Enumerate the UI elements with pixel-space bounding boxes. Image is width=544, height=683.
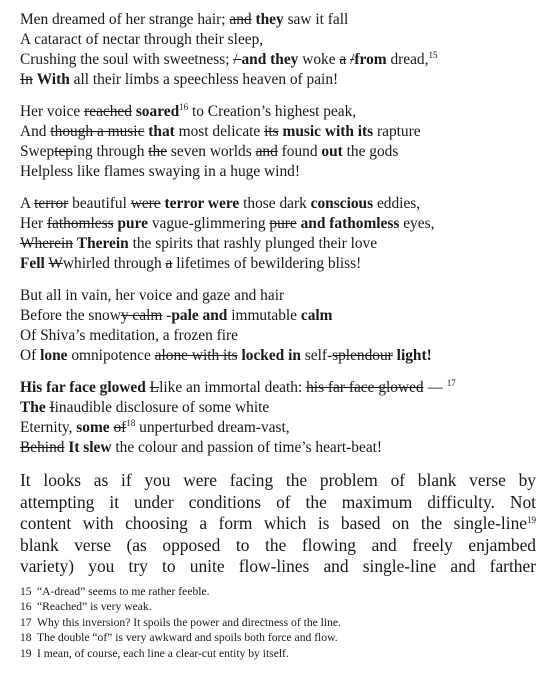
verse-line [20, 122, 536, 142]
inserted-text: and [241, 51, 267, 68]
verse-line [20, 102, 536, 122]
page [20, 10, 536, 578]
footnote [20, 630, 536, 645]
footnote-ref: 16 [179, 102, 189, 112]
commentary-line [20, 535, 536, 557]
inserted-text: soared [135, 103, 180, 120]
verse-line [20, 254, 536, 274]
text-run: woke [298, 51, 340, 68]
deleted-text: of [113, 419, 127, 436]
inserted-text: out [321, 143, 343, 160]
deleted-text: the [148, 143, 168, 160]
verse-line [20, 234, 536, 254]
text-run: Helpless like flames swaying in a huge wind! [20, 163, 300, 180]
text-run: dread, [386, 51, 429, 68]
inserted-text: locked in [241, 347, 301, 364]
verse-line [20, 10, 536, 30]
text-run: beautiful [68, 195, 131, 212]
text-run: Crushing the soul with sweetness; [20, 51, 234, 68]
footnote-number: 15 [20, 585, 32, 598]
inserted-text: Fell [20, 255, 45, 272]
text-run: those dark [239, 195, 311, 212]
text-run: Of [20, 347, 41, 364]
text-run: immutable [227, 307, 301, 324]
deleted-text: a [165, 255, 173, 272]
footnote-number: 17 [20, 615, 32, 629]
verse-line [20, 438, 536, 458]
deleted-text: a [339, 51, 347, 68]
verse-line [20, 214, 536, 234]
deleted-text: terror [34, 195, 69, 212]
text-run: variety) you try to unite flow-lines and single-line and farther [20, 556, 536, 576]
inserted-text: With [36, 71, 70, 88]
text-run: Of Shiva’s meditation, a frozen fire [20, 327, 238, 344]
text-run: the gods [342, 143, 399, 160]
footnote-text: Why this inversion? It spoils the power and directness of the line. [37, 615, 341, 629]
footnote-text: “A-dread” seems to me rather feeble. [37, 585, 210, 598]
inserted-text: pure [117, 215, 148, 232]
deleted-text: Wherein [20, 235, 73, 252]
deleted-text: tep [54, 143, 74, 160]
footnote-text: “Reached” is very weak. [37, 600, 152, 614]
verse-line [20, 162, 536, 182]
text-run: the spirits that rashly plunged their love [128, 235, 378, 252]
text-run: saw it fall [283, 11, 349, 28]
text-run: blank verse (as opposed to the flowing and freely enjambed [20, 534, 536, 555]
commentary-paragraph [20, 470, 536, 578]
deleted-text: and [255, 143, 278, 160]
verse-line [20, 50, 536, 70]
commentary-line [20, 513, 536, 535]
footnote-ref: 18 [126, 418, 136, 428]
text-run: It looks as if you were facing the problem of blank verse by [20, 470, 536, 490]
text-run: the colour and passion of time’s heart-beat! [111, 439, 383, 456]
footnotes [20, 584, 536, 661]
deleted-text: pure [269, 215, 297, 232]
text-run: A cataract of nectar through their sleep, [20, 31, 264, 48]
inserted-text: conscious [310, 195, 374, 212]
verse-line [20, 286, 536, 306]
footnote [20, 646, 536, 661]
verse-line [20, 30, 536, 50]
footnote-ref: 17 [446, 378, 456, 388]
text-run: But all in vain, her voice and gaze and hair [20, 287, 285, 304]
deleted-text: splendour [332, 347, 393, 364]
text-run: to Creation’s highest peak, [188, 103, 357, 120]
inserted-text: light! [396, 347, 432, 364]
text-run: unperturbed dream-vast, [135, 419, 290, 436]
footnote-ref: 19 [527, 515, 536, 525]
verse-line [20, 142, 536, 162]
footnote-text: I mean, of course, each line a clear-cut entity by itself. [37, 646, 289, 660]
inserted-text: they [270, 51, 299, 68]
verse-line [20, 194, 536, 214]
inserted-text: that [148, 123, 175, 140]
text-run: whirled through [62, 255, 166, 272]
text-run: Swep [20, 143, 55, 160]
text-run: seven worlds [167, 143, 256, 160]
poem [20, 10, 536, 458]
text-run: Eternity, [20, 419, 77, 436]
text-run: And [20, 123, 51, 140]
stanza [20, 102, 536, 182]
text-run: self- [300, 347, 333, 364]
verse-line [20, 70, 536, 90]
inserted-text: some [76, 419, 110, 436]
text-run: rapture [373, 123, 421, 140]
text-run: ing through [73, 143, 149, 160]
text-run: vague-glimmering [147, 215, 270, 232]
inserted-text: His far face glowed [20, 379, 146, 396]
deleted-text: / [350, 51, 355, 68]
footnote [20, 584, 536, 599]
deleted-text: In [20, 71, 33, 88]
deleted-text: W [48, 255, 63, 272]
commentary-line [20, 492, 536, 514]
text-run: content with choosing a form which is based on the single-line [20, 513, 527, 533]
text-run: - [162, 307, 172, 324]
text-run: eddies, [373, 195, 421, 212]
inserted-text: lone [40, 347, 68, 364]
text-run: eyes, [399, 215, 435, 232]
inserted-text: It slew [68, 439, 112, 456]
verse-line [20, 398, 536, 418]
stanza [20, 194, 536, 274]
verse-line [20, 418, 536, 438]
inserted-text: pale and [171, 307, 228, 324]
inserted-text: calm [300, 307, 333, 324]
verse-line [20, 346, 536, 366]
inserted-text: Therein [76, 235, 129, 252]
inserted-text: music with its [282, 123, 374, 140]
text-run: like an immortal death: [159, 379, 307, 396]
deleted-text: reached [84, 103, 132, 120]
deleted-text: Behind [20, 439, 65, 456]
inserted-text: from [354, 51, 387, 68]
deleted-text: fathomless [46, 215, 114, 232]
text-run: — [423, 379, 447, 396]
text-run: Her voice [20, 103, 85, 120]
stanza [20, 378, 536, 458]
stanza [20, 286, 536, 366]
footnote-number: 18 [20, 631, 32, 645]
footnote-number: 19 [20, 646, 32, 660]
text-run: most delicate [174, 123, 265, 140]
text-run: Her [20, 215, 47, 232]
text-run: inaudible disclosure of some white [54, 399, 270, 416]
footnote-number: 16 [20, 600, 32, 614]
deleted-text: were [130, 195, 161, 212]
verse-line [20, 326, 536, 346]
text-run: all their limbs a speechless heaven of pain! [69, 71, 339, 88]
text-run: lifetimes of bewildering bliss! [172, 255, 362, 272]
deleted-text: I [49, 399, 55, 416]
stanza [20, 10, 536, 90]
text-run: omnipotence [67, 347, 155, 364]
footnote [20, 599, 536, 614]
verse-line [20, 306, 536, 326]
deleted-text: and [229, 11, 252, 28]
deleted-text: its [264, 123, 279, 140]
text-run: Before the snow [20, 307, 121, 324]
footnote-text: The double “of” is very awkward and spoils both force and flow. [37, 631, 338, 645]
text-run: attempting it under conditions of the maximum difficulty. Not [20, 491, 536, 512]
deleted-text: y calm [120, 307, 163, 324]
text-run: found [277, 143, 322, 160]
inserted-text: terror were [164, 195, 240, 212]
footnote-ref: 15 [428, 50, 438, 60]
text-run: A [20, 195, 35, 212]
deleted-text: alone with its [154, 347, 238, 364]
deleted-text: / [233, 51, 242, 68]
deleted-text: though a music [50, 123, 145, 140]
commentary-line [20, 470, 536, 492]
inserted-text: The [20, 399, 46, 416]
commentary-line [20, 556, 536, 578]
inserted-text: and fathomless [300, 215, 400, 232]
deleted-text: L [149, 379, 160, 396]
footnote [20, 615, 536, 630]
deleted-text: his far face glowed [306, 379, 424, 396]
verse-line [20, 378, 536, 398]
text-run: Men dreamed of her strange hair; [20, 11, 230, 28]
inserted-text: they [255, 11, 284, 28]
